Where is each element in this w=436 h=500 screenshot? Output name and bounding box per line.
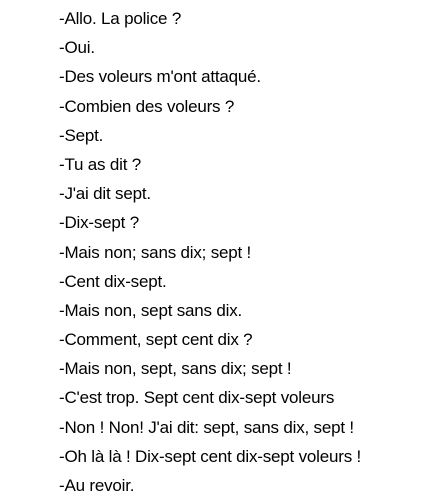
dialogue-line: -Mais non, sept, sans dix; sept ! — [59, 359, 292, 379]
dialogue-line: -J'ai dit sept. — [59, 184, 151, 204]
dialogue-line: -Au revoir. — [59, 476, 135, 495]
dialogue-line: -Oui. — [59, 38, 95, 58]
dialogue-line: -Allo. La police ? — [59, 9, 182, 28]
dialogue-line: -Mais non; sans dix; sept ! — [59, 242, 252, 262]
dialogue-line: -Cent dix-sept. — [59, 271, 167, 291]
dialogue-line: -Oh là là ! Dix-sept cent dix-sept voleurs ! — [59, 446, 362, 466]
dialogue-line: -Des voleurs m'ont attaqué. — [59, 67, 261, 87]
dialogue-line: -Sept. — [59, 125, 104, 145]
dialogue-text — [59, 4, 361, 500]
dialogue-line: -Dix-sept ? — [59, 213, 139, 233]
dialogue-line: -Tu as dit ? — [59, 154, 142, 174]
dialogue-line: -Combien des voleurs ? — [59, 96, 235, 116]
dialogue-line: -Non ! Non! J'ai dit: sept, sans dix, sept ! — [59, 417, 354, 437]
dialogue-line: -Mais non, sept sans dix. — [59, 300, 243, 320]
dialogue-line: -Comment, sept cent dix ? — [59, 330, 253, 350]
dialogue-line: -C'est trop. Sept cent dix-sept voleurs — [59, 388, 335, 408]
